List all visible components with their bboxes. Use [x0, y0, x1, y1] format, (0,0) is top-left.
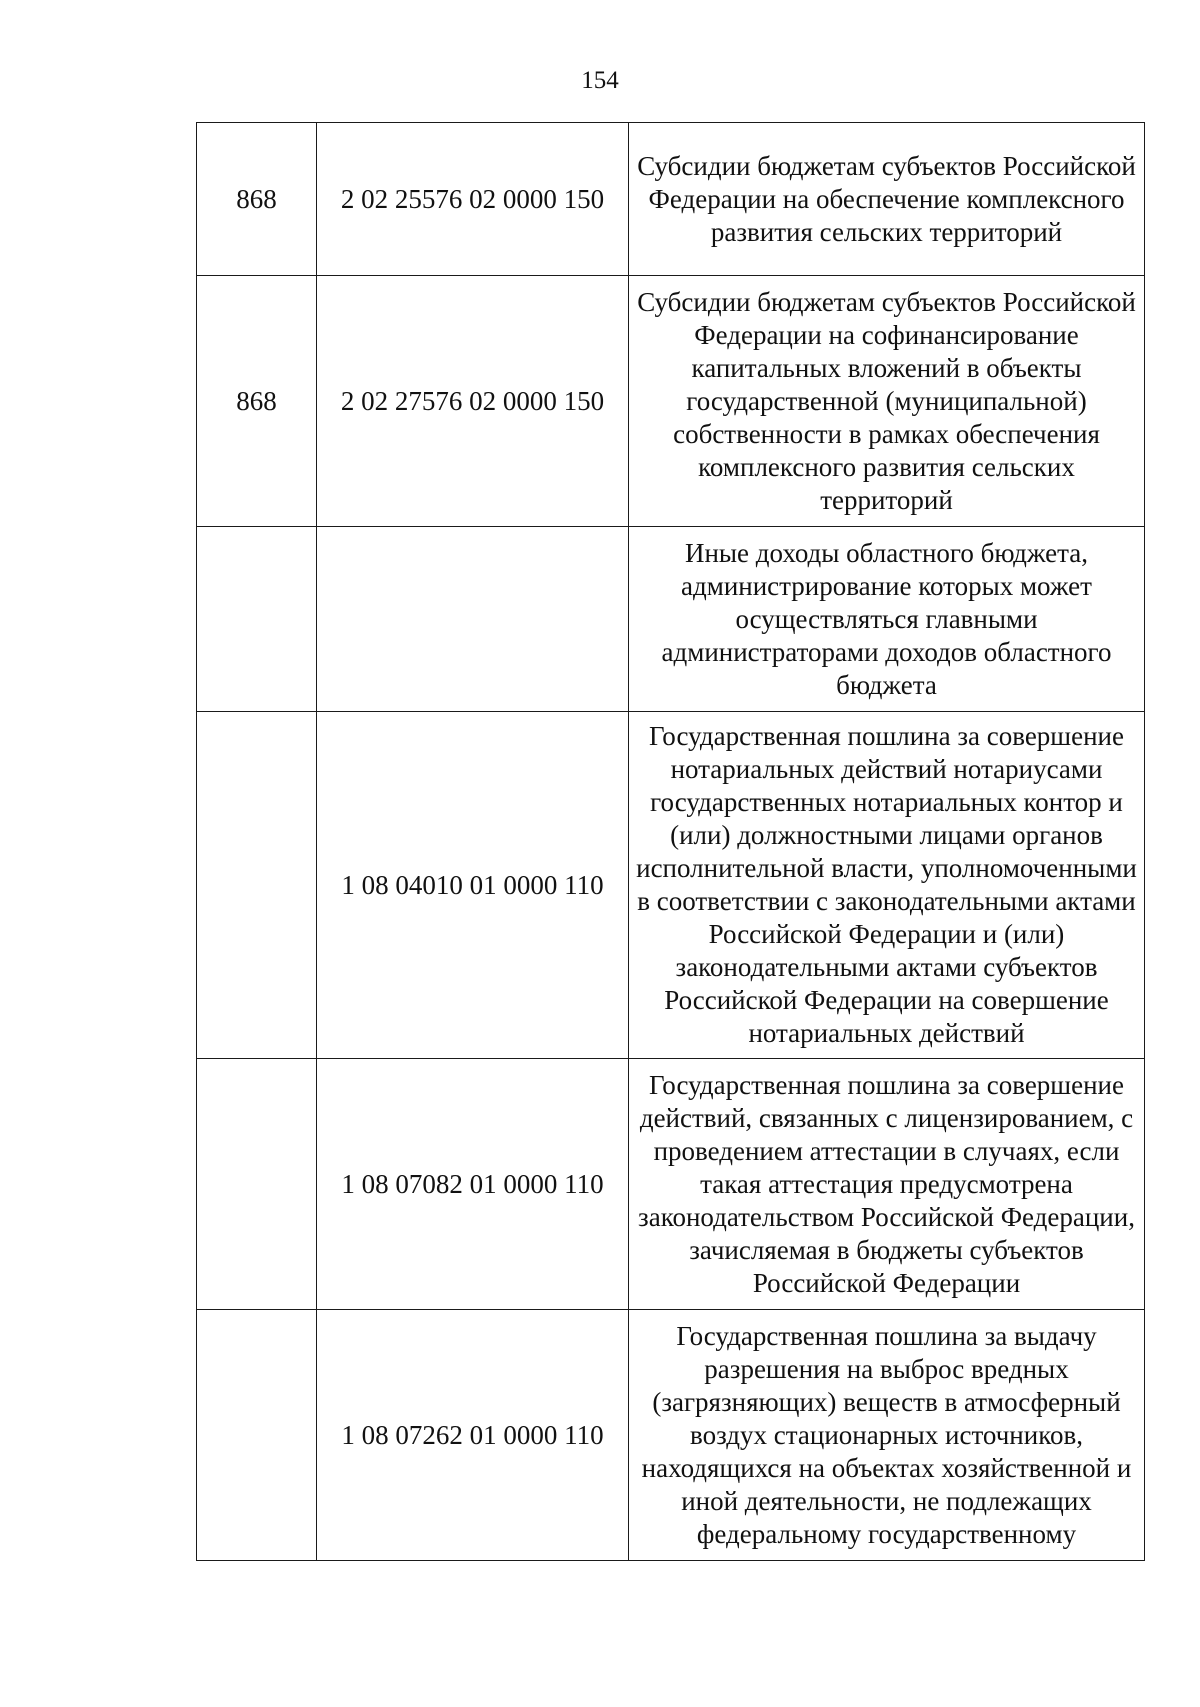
table-row: [197, 123, 1145, 276]
description-cell: Субсидии бюджетам субъектов Российской Федерации на софинансирование капитальных вложений в объекты государственной (муниципальной) собственности в рамках обеспечения комплексного развития сельских территорий: [629, 276, 1145, 527]
admin-code-cell: [197, 527, 317, 712]
description-cell: Государственная пошлина за выдачу разрешения на выброс вредных (загрязняющих) веществ в атмосферный воздух стационарных источников, находящихся на объектах хозяйственной и иной деятельности, не подлежащих федеральному государственному: [629, 1310, 1145, 1561]
admin-code-cell: [197, 1059, 317, 1310]
description-cell: Субсидии бюджетам субъектов Российской Федерации на обеспечение комплексного развития сельских территорий: [629, 123, 1145, 276]
income-code-cell: 1 08 04010 01 0000 110: [317, 712, 629, 1059]
income-code-cell: 1 08 07082 01 0000 110: [317, 1059, 629, 1310]
income-code-cell: 1 08 07262 01 0000 110: [317, 1310, 629, 1561]
table-row: [197, 276, 1145, 527]
table-row: [197, 712, 1145, 1059]
description-cell: Государственная пошлина за совершение действий, связанных с лицензированием, с проведением аттестации в случаях, если такая аттестация предусмотрена законодательством Российской Федерации, зачисляемая в бюджеты субъектов Российской Федерации: [629, 1059, 1145, 1310]
description-cell: Иные доходы областного бюджета, администрирование которых может осуществляться главными администраторами доходов областного бюджета: [629, 527, 1145, 712]
table-row: [197, 527, 1145, 712]
admin-code-cell: 868: [197, 276, 317, 527]
admin-code-cell: [197, 712, 317, 1059]
income-code-cell: [317, 527, 629, 712]
description-cell: Государственная пошлина за совершение нотариальных действий нотариусами государственных нотариальных контор и (или) должностными лицами органов исполнительной власти, уполномоченными в соответствии с законодательными актами Российской Федерации и (или) законодательными актами субъектов Российской Федерации на совершение нотариальных действий: [629, 712, 1145, 1059]
admin-code-cell: 868: [197, 123, 317, 276]
income-codes-table: [196, 122, 1145, 1561]
income-code-cell: 2 02 27576 02 0000 150: [317, 276, 629, 527]
table-row: [197, 1059, 1145, 1310]
page-number: 154: [581, 67, 619, 94]
income-code-cell: 2 02 25576 02 0000 150: [317, 123, 629, 276]
table-row: [197, 1310, 1145, 1561]
admin-code-cell: [197, 1310, 317, 1561]
